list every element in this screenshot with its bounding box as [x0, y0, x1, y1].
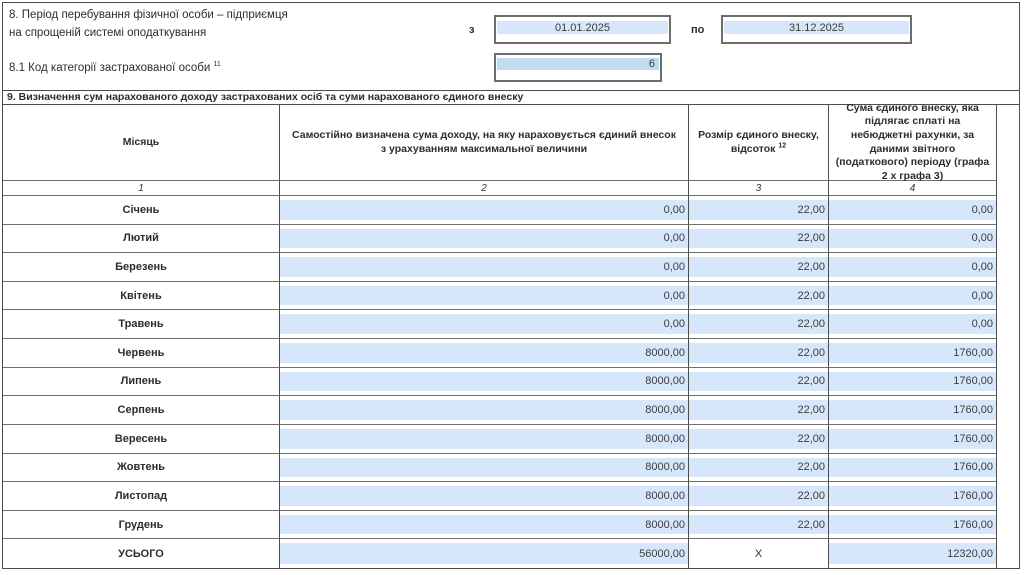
amount-field[interactable]: 0,00	[829, 200, 996, 220]
col-number-2: 2	[280, 181, 689, 196]
amount-cell	[829, 310, 997, 339]
amount-cell	[829, 454, 997, 483]
section9-title: 9. Визначення сум нарахованого доходу застрахованих осіб та суми нарахованого єдиного внеску	[3, 90, 1019, 105]
amount-cell	[829, 282, 997, 311]
rate-field[interactable]: 22,00	[689, 429, 828, 449]
income-field[interactable]: 8000,00	[280, 400, 688, 420]
rate-cell	[689, 482, 829, 511]
rate-field[interactable]: 22,00	[689, 458, 828, 478]
rate-cell	[689, 368, 829, 397]
period-to-value[interactable]: 31.12.2025	[724, 21, 909, 34]
amount-field[interactable]: 0,00	[829, 229, 996, 249]
section9-table	[3, 101, 997, 568]
income-field[interactable]: 8000,00	[280, 372, 688, 392]
rate-cell	[689, 454, 829, 483]
rate-field[interactable]: 22,00	[689, 372, 828, 392]
income-cell	[280, 396, 689, 425]
footnote-12: 12	[778, 142, 787, 149]
col-header-rate-text: Розмір єдиного внеску, відсоток $^{12}$	[698, 128, 819, 155]
income-cell	[280, 454, 689, 483]
rate-cell	[689, 282, 829, 311]
col-number-3: 3	[689, 181, 829, 196]
total-income-field: 56000,00	[280, 543, 688, 564]
amount-field[interactable]: 0,00	[829, 257, 996, 277]
month-label: Липень	[3, 368, 280, 397]
rate-cell	[689, 310, 829, 339]
month-label: Жовтень	[3, 454, 280, 483]
income-cell	[280, 196, 689, 225]
income-field[interactable]: 0,00	[280, 257, 688, 277]
rate-field[interactable]: 22,00	[689, 400, 828, 420]
rate-field[interactable]: 22,00	[689, 229, 828, 249]
col-number-1: 1	[3, 181, 280, 196]
amount-field[interactable]: 1760,00	[829, 372, 996, 392]
rate-cell	[689, 339, 829, 368]
total-amount-cell	[829, 539, 997, 568]
month-label: Лютий	[3, 225, 280, 254]
total-rate-x: Х	[754, 547, 763, 560]
income-cell	[280, 425, 689, 454]
amount-field[interactable]: 0,00	[829, 314, 996, 334]
period-from-label: з	[469, 24, 475, 36]
rate-field[interactable]: 22,00	[689, 515, 828, 535]
insured-category-code-field[interactable]	[494, 53, 662, 82]
income-cell	[280, 225, 689, 254]
income-field[interactable]: 8000,00	[280, 486, 688, 506]
insured-category-label	[9, 62, 221, 74]
rate-field[interactable]: 22,00	[689, 257, 828, 277]
amount-field[interactable]: 1760,00	[829, 429, 996, 449]
amount-cell	[829, 482, 997, 511]
total-amount-field: 12320,00	[829, 543, 996, 564]
insured-category-code-value[interactable]: 6	[497, 58, 659, 70]
income-field[interactable]: 0,00	[280, 229, 688, 249]
income-field[interactable]: 0,00	[280, 286, 688, 306]
rate-cell	[689, 511, 829, 540]
period-from-value[interactable]: 01.01.2025	[497, 21, 668, 34]
col-header-amount: Сума єдиного внеску, яка підлягає сплаті на небюджетні рахунки, за даними звітного (податкового) періоду (графа 2 х графа 3)	[829, 105, 997, 181]
amount-field[interactable]: 1760,00	[829, 515, 996, 535]
month-label: Квітень	[3, 282, 280, 311]
income-cell	[280, 511, 689, 540]
col-header-month: Місяць	[3, 105, 280, 181]
total-income-cell	[280, 539, 689, 568]
form-border-box	[2, 2, 1020, 569]
income-field[interactable]: 8000,00	[280, 515, 688, 535]
amount-cell	[829, 511, 997, 540]
amount-cell	[829, 225, 997, 254]
period-to-field[interactable]	[721, 15, 912, 44]
amount-cell	[829, 368, 997, 397]
amount-cell	[829, 339, 997, 368]
rate-field[interactable]: 22,00	[689, 314, 828, 334]
period-from-field[interactable]	[494, 15, 671, 44]
month-label: Листопад	[3, 482, 280, 511]
rate-cell	[689, 396, 829, 425]
income-cell	[280, 282, 689, 311]
section8-line1: 8. Період перебування фізичної особи – підприємця	[9, 9, 288, 21]
rate-cell	[689, 253, 829, 282]
rate-field[interactable]: 22,00	[689, 343, 828, 363]
amount-field[interactable]: 1760,00	[829, 486, 996, 506]
amount-field[interactable]: 0,00	[829, 286, 996, 306]
footnote-11: 11	[213, 61, 221, 69]
amount-cell	[829, 196, 997, 225]
income-cell	[280, 482, 689, 511]
rate-cell	[689, 225, 829, 254]
period-to-label: по	[691, 24, 705, 36]
income-cell	[280, 310, 689, 339]
income-field[interactable]: 0,00	[280, 200, 688, 220]
income-field[interactable]: 8000,00	[280, 458, 688, 478]
total-row-label: УСЬОГО	[3, 539, 280, 568]
amount-cell	[829, 396, 997, 425]
amount-cell	[829, 253, 997, 282]
amount-cell	[829, 425, 997, 454]
income-cell	[280, 339, 689, 368]
section8-line2: на спрощеній системі оподаткування	[9, 27, 207, 39]
rate-cell	[689, 196, 829, 225]
month-label: Червень	[3, 339, 280, 368]
income-field[interactable]: 8000,00	[280, 429, 688, 449]
income-cell	[280, 368, 689, 397]
month-label: Грудень	[3, 511, 280, 540]
total-rate-cell	[689, 539, 829, 568]
rate-field[interactable]: 22,00	[689, 486, 828, 506]
month-label: Вересень	[3, 425, 280, 454]
insured-category-label-text: 8.1 Код категорії застрахованої особи	[9, 62, 211, 74]
rate-cell	[689, 425, 829, 454]
month-label: Березень	[3, 253, 280, 282]
amount-field[interactable]: 1760,00	[829, 343, 996, 363]
amount-field[interactable]: 1760,00	[829, 458, 996, 478]
month-label: Серпень	[3, 396, 280, 425]
col-header-rate	[689, 105, 829, 181]
income-field[interactable]: 0,00	[280, 314, 688, 334]
col-header-income: Самостійно визначена сума доходу, на яку нараховується єдиний внесок з урахуванням максимальної величини	[280, 105, 689, 181]
income-cell	[280, 253, 689, 282]
month-label: Травень	[3, 310, 280, 339]
month-label: Січень	[3, 196, 280, 225]
amount-field[interactable]: 1760,00	[829, 400, 996, 420]
rate-field[interactable]: 22,00	[689, 286, 828, 306]
col-number-4: 4	[829, 181, 997, 196]
income-field[interactable]: 8000,00	[280, 343, 688, 363]
rate-field[interactable]: 22,00	[689, 200, 828, 220]
